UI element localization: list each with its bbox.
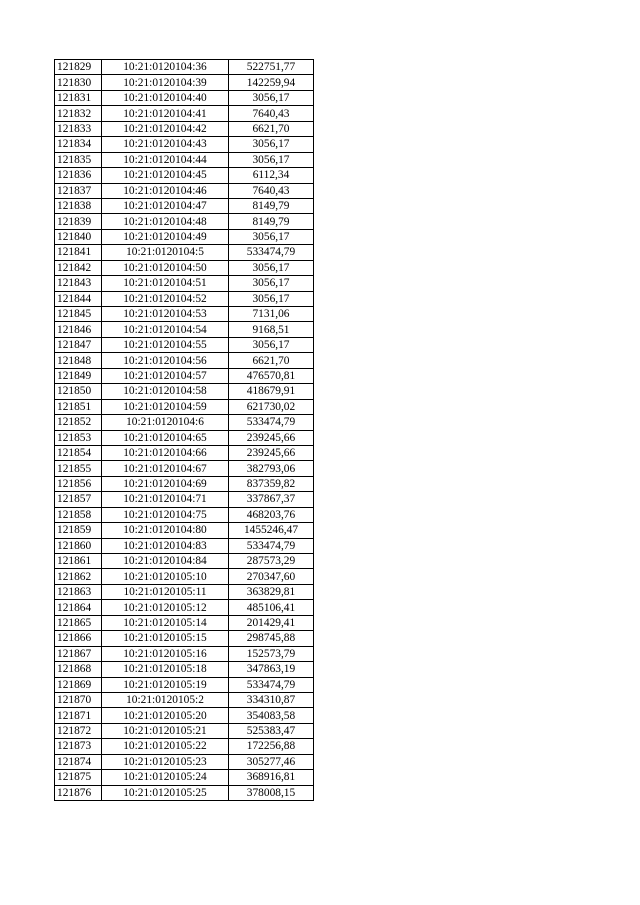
table-row bbox=[55, 708, 314, 723]
row-number-cell: 121876 bbox=[55, 785, 102, 800]
row-number-cell: 121866 bbox=[55, 631, 102, 646]
cadastral-number-cell: 10:21:0120104:53 bbox=[102, 307, 229, 322]
row-number-cell: 121846 bbox=[55, 322, 102, 337]
value-cell: 3056,17 bbox=[229, 137, 314, 152]
row-number-cell: 121839 bbox=[55, 214, 102, 229]
cadastral-number-cell: 10:21:0120104:59 bbox=[102, 399, 229, 414]
value-cell: 3056,17 bbox=[229, 229, 314, 244]
value-cell: 533474,79 bbox=[229, 415, 314, 430]
row-number-cell: 121868 bbox=[55, 662, 102, 677]
value-cell: 354083,58 bbox=[229, 708, 314, 723]
row-number-cell: 121873 bbox=[55, 739, 102, 754]
row-number-cell: 121853 bbox=[55, 430, 102, 445]
row-number-cell: 121857 bbox=[55, 492, 102, 507]
cadastral-number-cell: 10:21:0120104:48 bbox=[102, 214, 229, 229]
cadastral-number-cell: 10:21:0120105:16 bbox=[102, 646, 229, 661]
row-number-cell: 121840 bbox=[55, 229, 102, 244]
table-row bbox=[55, 538, 314, 553]
table-row bbox=[55, 183, 314, 198]
table-row bbox=[55, 569, 314, 584]
table-row bbox=[55, 739, 314, 754]
value-cell: 3056,17 bbox=[229, 260, 314, 275]
value-cell: 201429,41 bbox=[229, 615, 314, 630]
table-row bbox=[55, 723, 314, 738]
cadastral-number-cell: 10:21:0120104:66 bbox=[102, 445, 229, 460]
cadastral-number-cell: 10:21:0120105:10 bbox=[102, 569, 229, 584]
value-cell: 533474,79 bbox=[229, 245, 314, 260]
table-row bbox=[55, 600, 314, 615]
row-number-cell: 121852 bbox=[55, 415, 102, 430]
cadastral-number-cell: 10:21:0120104:45 bbox=[102, 168, 229, 183]
table-row bbox=[55, 307, 314, 322]
row-number-cell: 121843 bbox=[55, 276, 102, 291]
cadastral-number-cell: 10:21:0120105:19 bbox=[102, 677, 229, 692]
value-cell: 621730,02 bbox=[229, 399, 314, 414]
cadastral-number-cell: 10:21:0120105:12 bbox=[102, 600, 229, 615]
value-cell: 8149,79 bbox=[229, 214, 314, 229]
cadastral-number-cell: 10:21:0120104:44 bbox=[102, 152, 229, 167]
table-row bbox=[55, 245, 314, 260]
table-body bbox=[55, 60, 314, 801]
table-row bbox=[55, 121, 314, 136]
table-row bbox=[55, 476, 314, 491]
cadastral-number-cell: 10:21:0120104:47 bbox=[102, 198, 229, 213]
table-row bbox=[55, 492, 314, 507]
value-cell: 6621,70 bbox=[229, 121, 314, 136]
table-row bbox=[55, 90, 314, 105]
row-number-cell: 121842 bbox=[55, 260, 102, 275]
value-cell: 363829,81 bbox=[229, 584, 314, 599]
cadastral-value-table bbox=[54, 59, 314, 801]
value-cell: 3056,17 bbox=[229, 337, 314, 352]
cadastral-number-cell: 10:21:0120104:36 bbox=[102, 60, 229, 75]
value-cell: 368916,81 bbox=[229, 770, 314, 785]
row-number-cell: 121833 bbox=[55, 121, 102, 136]
row-number-cell: 121841 bbox=[55, 245, 102, 260]
table-row bbox=[55, 384, 314, 399]
value-cell: 239245,66 bbox=[229, 445, 314, 460]
value-cell: 3056,17 bbox=[229, 276, 314, 291]
table-row bbox=[55, 322, 314, 337]
table-row bbox=[55, 461, 314, 476]
value-cell: 270347,60 bbox=[229, 569, 314, 584]
row-number-cell: 121850 bbox=[55, 384, 102, 399]
cadastral-number-cell: 10:21:0120105:18 bbox=[102, 662, 229, 677]
table-row bbox=[55, 337, 314, 352]
cadastral-number-cell: 10:21:0120104:40 bbox=[102, 90, 229, 105]
value-cell: 7131,06 bbox=[229, 307, 314, 322]
row-number-cell: 121829 bbox=[55, 60, 102, 75]
row-number-cell: 121874 bbox=[55, 754, 102, 769]
cadastral-number-cell: 10:21:0120104:75 bbox=[102, 507, 229, 522]
cadastral-number-cell: 10:21:0120105:2 bbox=[102, 692, 229, 707]
table-row bbox=[55, 353, 314, 368]
row-number-cell: 121851 bbox=[55, 399, 102, 414]
table-row bbox=[55, 584, 314, 599]
table-row bbox=[55, 415, 314, 430]
cadastral-number-cell: 10:21:0120104:56 bbox=[102, 353, 229, 368]
cadastral-number-cell: 10:21:0120105:14 bbox=[102, 615, 229, 630]
table-row bbox=[55, 75, 314, 90]
table-row bbox=[55, 677, 314, 692]
table-row bbox=[55, 276, 314, 291]
value-cell: 347863,19 bbox=[229, 662, 314, 677]
cadastral-number-cell: 10:21:0120104:54 bbox=[102, 322, 229, 337]
cadastral-number-cell: 10:21:0120104:46 bbox=[102, 183, 229, 198]
cadastral-number-cell: 10:21:0120104:43 bbox=[102, 137, 229, 152]
row-number-cell: 121830 bbox=[55, 75, 102, 90]
table-row bbox=[55, 137, 314, 152]
table-row bbox=[55, 785, 314, 800]
table-row bbox=[55, 229, 314, 244]
row-number-cell: 121837 bbox=[55, 183, 102, 198]
table-row bbox=[55, 152, 314, 167]
value-cell: 418679,91 bbox=[229, 384, 314, 399]
value-cell: 172256,88 bbox=[229, 739, 314, 754]
row-number-cell: 121875 bbox=[55, 770, 102, 785]
value-cell: 337867,37 bbox=[229, 492, 314, 507]
value-cell: 378008,15 bbox=[229, 785, 314, 800]
cadastral-number-cell: 10:21:0120105:24 bbox=[102, 770, 229, 785]
row-number-cell: 121832 bbox=[55, 106, 102, 121]
cadastral-number-cell: 10:21:0120104:65 bbox=[102, 430, 229, 445]
table-row bbox=[55, 291, 314, 306]
cadastral-number-cell: 10:21:0120104:57 bbox=[102, 368, 229, 383]
value-cell: 468203,76 bbox=[229, 507, 314, 522]
table-row bbox=[55, 445, 314, 460]
table-row bbox=[55, 198, 314, 213]
cadastral-number-cell: 10:21:0120104:41 bbox=[102, 106, 229, 121]
row-number-cell: 121867 bbox=[55, 646, 102, 661]
row-number-cell: 121859 bbox=[55, 523, 102, 538]
row-number-cell: 121872 bbox=[55, 723, 102, 738]
value-cell: 522751,77 bbox=[229, 60, 314, 75]
value-cell: 7640,43 bbox=[229, 106, 314, 121]
cadastral-number-cell: 10:21:0120104:71 bbox=[102, 492, 229, 507]
table-row bbox=[55, 662, 314, 677]
cadastral-number-cell: 10:21:0120104:50 bbox=[102, 260, 229, 275]
value-cell: 3056,17 bbox=[229, 90, 314, 105]
cadastral-number-cell: 10:21:0120104:69 bbox=[102, 476, 229, 491]
value-cell: 485106,41 bbox=[229, 600, 314, 615]
row-number-cell: 121858 bbox=[55, 507, 102, 522]
cadastral-number-cell: 10:21:0120104:6 bbox=[102, 415, 229, 430]
cadastral-number-cell: 10:21:0120105:21 bbox=[102, 723, 229, 738]
value-cell: 239245,66 bbox=[229, 430, 314, 445]
row-number-cell: 121863 bbox=[55, 584, 102, 599]
table-row bbox=[55, 646, 314, 661]
table-row bbox=[55, 692, 314, 707]
row-number-cell: 121835 bbox=[55, 152, 102, 167]
row-number-cell: 121831 bbox=[55, 90, 102, 105]
cadastral-number-cell: 10:21:0120104:80 bbox=[102, 523, 229, 538]
cadastral-number-cell: 10:21:0120104:5 bbox=[102, 245, 229, 260]
row-number-cell: 121844 bbox=[55, 291, 102, 306]
value-cell: 3056,17 bbox=[229, 291, 314, 306]
value-cell: 837359,82 bbox=[229, 476, 314, 491]
cadastral-number-cell: 10:21:0120105:11 bbox=[102, 584, 229, 599]
row-number-cell: 121847 bbox=[55, 337, 102, 352]
cadastral-number-cell: 10:21:0120105:23 bbox=[102, 754, 229, 769]
value-cell: 334310,87 bbox=[229, 692, 314, 707]
value-cell: 6112,34 bbox=[229, 168, 314, 183]
value-cell: 525383,47 bbox=[229, 723, 314, 738]
row-number-cell: 121864 bbox=[55, 600, 102, 615]
row-number-cell: 121854 bbox=[55, 445, 102, 460]
table-row bbox=[55, 168, 314, 183]
table-row bbox=[55, 754, 314, 769]
cadastral-number-cell: 10:21:0120105:20 bbox=[102, 708, 229, 723]
value-cell: 152573,79 bbox=[229, 646, 314, 661]
value-cell: 298745,88 bbox=[229, 631, 314, 646]
row-number-cell: 121848 bbox=[55, 353, 102, 368]
table-row bbox=[55, 60, 314, 75]
cadastral-number-cell: 10:21:0120104:52 bbox=[102, 291, 229, 306]
value-cell: 8149,79 bbox=[229, 198, 314, 213]
value-cell: 287573,29 bbox=[229, 554, 314, 569]
row-number-cell: 121855 bbox=[55, 461, 102, 476]
row-number-cell: 121869 bbox=[55, 677, 102, 692]
table-row bbox=[55, 507, 314, 522]
cadastral-number-cell: 10:21:0120104:55 bbox=[102, 337, 229, 352]
table-row bbox=[55, 368, 314, 383]
value-cell: 382793,06 bbox=[229, 461, 314, 476]
value-cell: 6621,70 bbox=[229, 353, 314, 368]
table-row bbox=[55, 260, 314, 275]
table-row bbox=[55, 106, 314, 121]
value-cell: 476570,81 bbox=[229, 368, 314, 383]
row-number-cell: 121838 bbox=[55, 198, 102, 213]
row-number-cell: 121870 bbox=[55, 692, 102, 707]
value-cell: 3056,17 bbox=[229, 152, 314, 167]
cadastral-number-cell: 10:21:0120104:58 bbox=[102, 384, 229, 399]
cadastral-number-cell: 10:21:0120104:39 bbox=[102, 75, 229, 90]
row-number-cell: 121856 bbox=[55, 476, 102, 491]
table-row bbox=[55, 631, 314, 646]
cadastral-number-cell: 10:21:0120105:25 bbox=[102, 785, 229, 800]
row-number-cell: 121861 bbox=[55, 554, 102, 569]
cadastral-number-cell: 10:21:0120105:22 bbox=[102, 739, 229, 754]
table-row bbox=[55, 214, 314, 229]
row-number-cell: 121860 bbox=[55, 538, 102, 553]
cadastral-number-cell: 10:21:0120104:84 bbox=[102, 554, 229, 569]
row-number-cell: 121836 bbox=[55, 168, 102, 183]
cadastral-number-cell: 10:21:0120104:83 bbox=[102, 538, 229, 553]
value-cell: 1455246,47 bbox=[229, 523, 314, 538]
value-cell: 305277,46 bbox=[229, 754, 314, 769]
row-number-cell: 121871 bbox=[55, 708, 102, 723]
table-row bbox=[55, 615, 314, 630]
cadastral-number-cell: 10:21:0120104:51 bbox=[102, 276, 229, 291]
row-number-cell: 121834 bbox=[55, 137, 102, 152]
cadastral-number-cell: 10:21:0120104:49 bbox=[102, 229, 229, 244]
row-number-cell: 121862 bbox=[55, 569, 102, 584]
cadastral-number-cell: 10:21:0120104:67 bbox=[102, 461, 229, 476]
value-cell: 142259,94 bbox=[229, 75, 314, 90]
value-cell: 533474,79 bbox=[229, 538, 314, 553]
table-row bbox=[55, 770, 314, 785]
table-row bbox=[55, 554, 314, 569]
row-number-cell: 121849 bbox=[55, 368, 102, 383]
table-row bbox=[55, 399, 314, 414]
row-number-cell: 121865 bbox=[55, 615, 102, 630]
value-cell: 7640,43 bbox=[229, 183, 314, 198]
cadastral-number-cell: 10:21:0120104:42 bbox=[102, 121, 229, 136]
value-cell: 9168,51 bbox=[229, 322, 314, 337]
value-cell: 533474,79 bbox=[229, 677, 314, 692]
cadastral-number-cell: 10:21:0120105:15 bbox=[102, 631, 229, 646]
table-row bbox=[55, 523, 314, 538]
table-row bbox=[55, 430, 314, 445]
row-number-cell: 121845 bbox=[55, 307, 102, 322]
